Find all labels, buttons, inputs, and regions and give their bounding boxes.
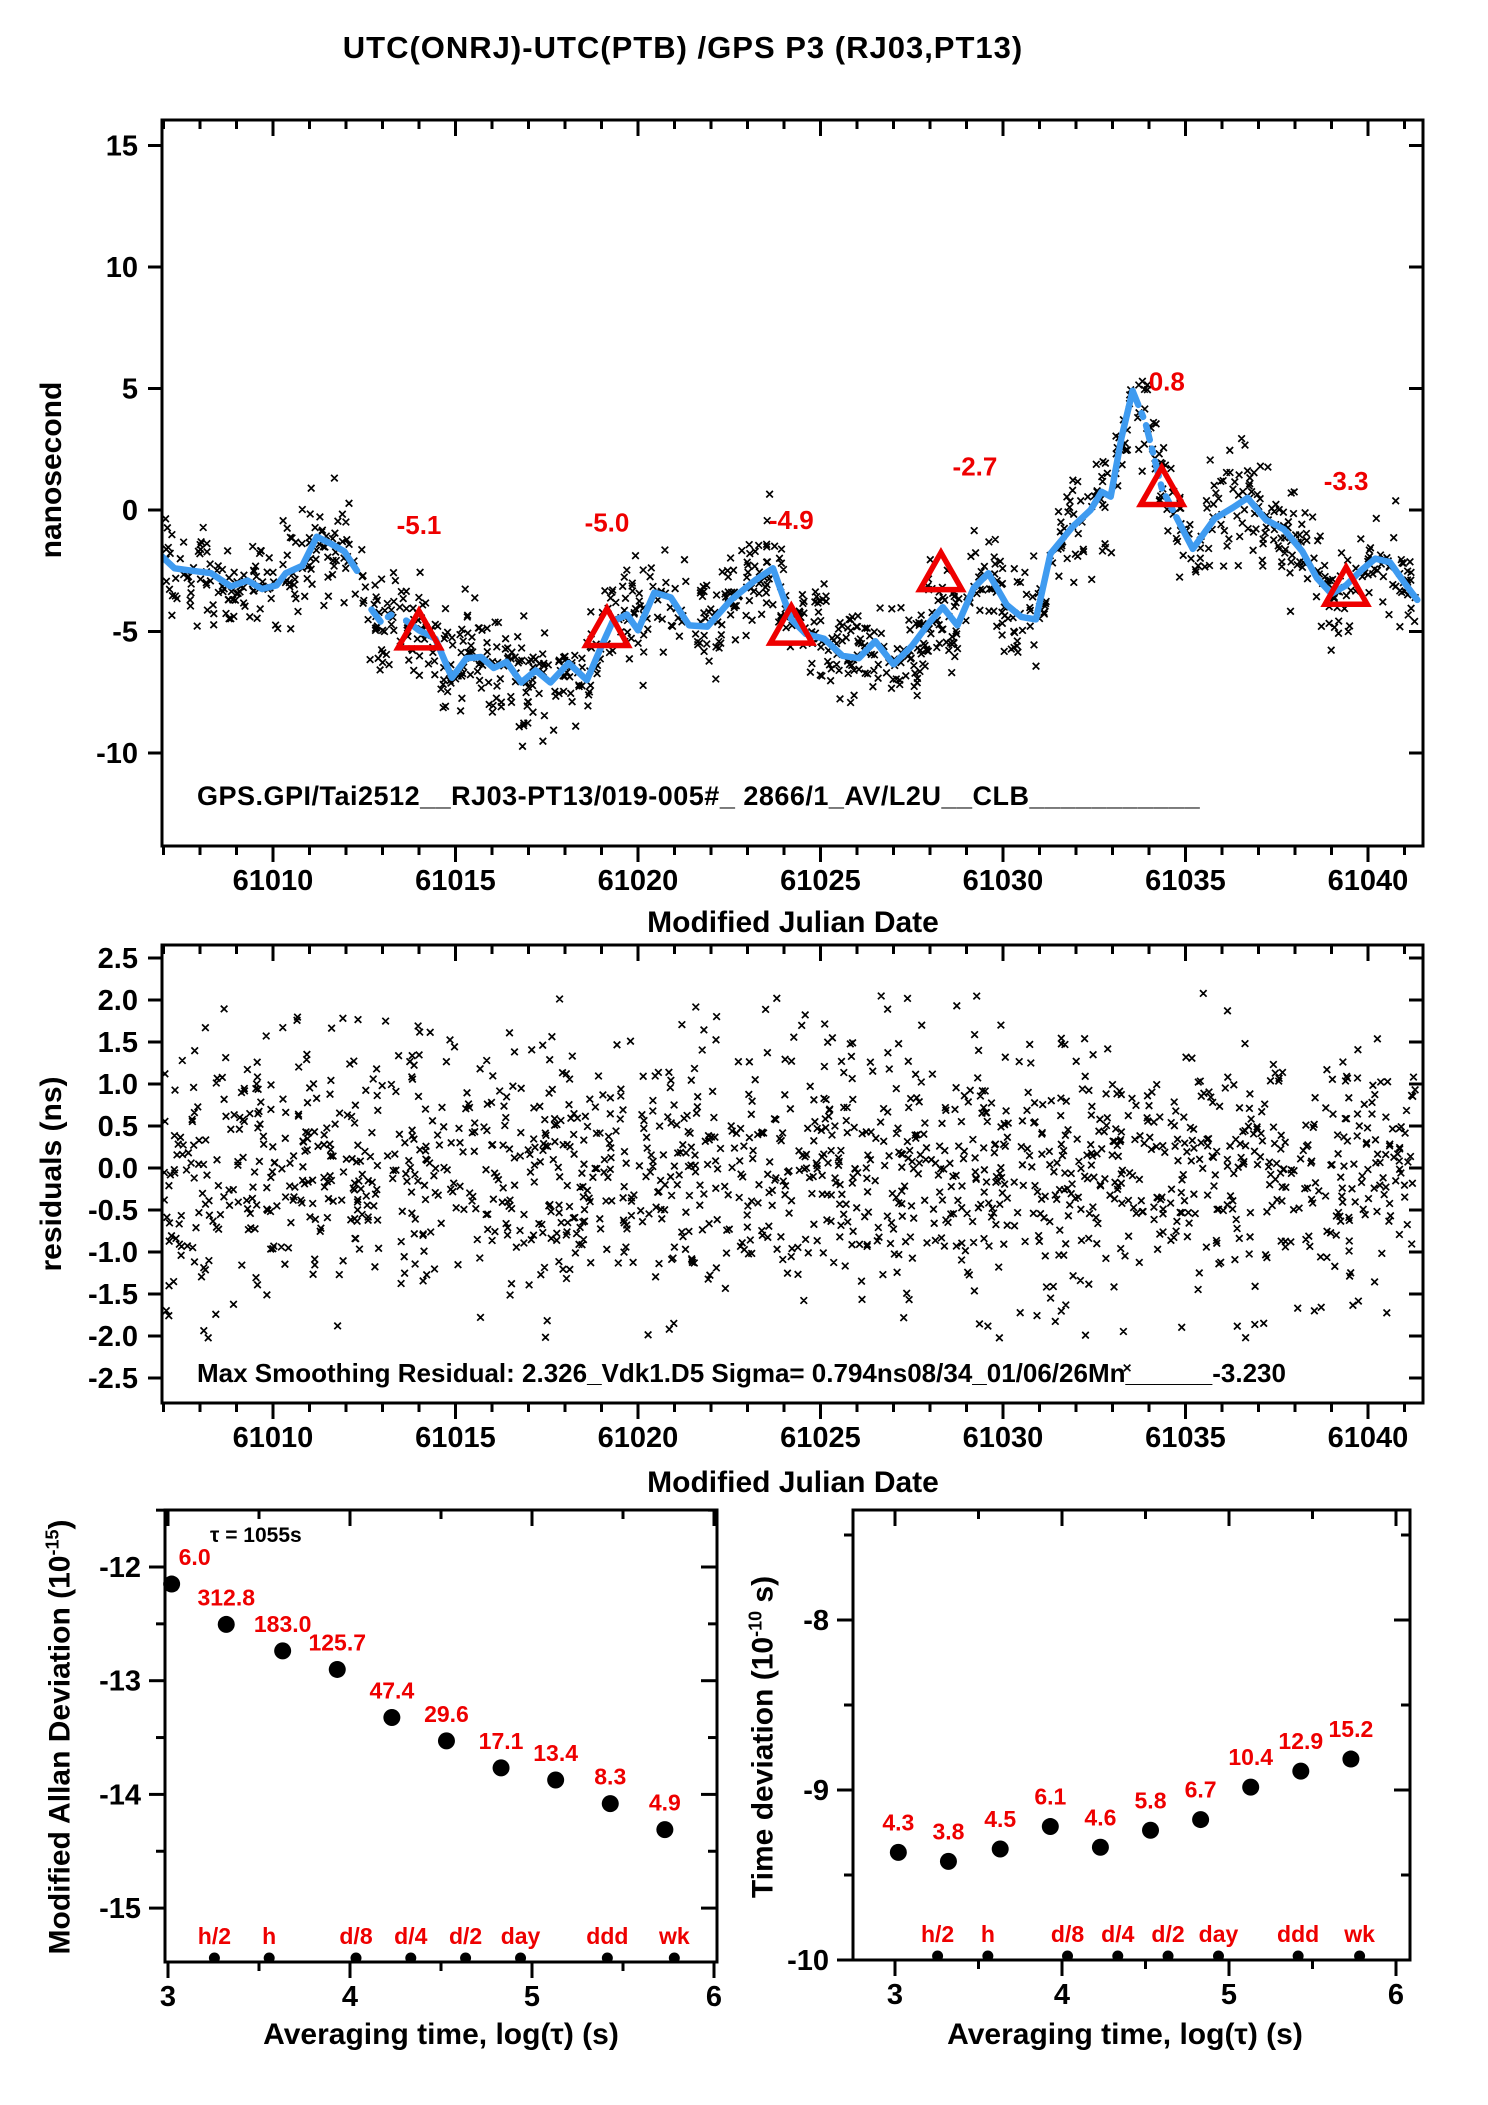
five-day-average-label: 0.8: [1148, 366, 1185, 397]
deviation-point: [383, 1709, 400, 1726]
five-day-average-label: -5.1: [396, 509, 442, 540]
deviation-point-label: 6.1: [1034, 1783, 1067, 1810]
deviation-point-label: 4.3: [882, 1809, 915, 1836]
tau-mark-dot: [460, 1953, 471, 1964]
svg-text:-2.5: -2.5: [88, 1363, 138, 1395]
deviation-point-label: 12.9: [1278, 1728, 1324, 1755]
deviation-point: [890, 1844, 907, 1861]
tdev-y-axis-label: Time deviation ($10^{-10}$ s): [745, 1575, 780, 1899]
deviation-point-label: 47.4: [369, 1677, 415, 1704]
svg-text:61030: 61030: [962, 865, 1044, 897]
tdev-chart: [787, 1510, 1410, 2011]
smoothed-curve: [1133, 391, 1177, 517]
deviation-point-label: 6.0: [178, 1544, 211, 1571]
tau-mark-label: wk: [1344, 1921, 1375, 1947]
svg-text:6: 6: [1387, 1979, 1405, 2011]
deviation-point: [163, 1576, 180, 1593]
tau-mark-dot: [1293, 1951, 1304, 1962]
svg-text:-8: -8: [803, 1605, 829, 1637]
deviation-point: [438, 1732, 455, 1749]
svg-text:-14: -14: [99, 1779, 141, 1812]
tau-mark-label: d/4: [394, 1923, 428, 1949]
svg-text:2.5: 2.5: [97, 943, 138, 975]
tau-mark-dot: [1062, 1951, 1073, 1962]
tau-mark-dot: [932, 1951, 943, 1962]
tau-mark-label: h/2: [920, 1921, 955, 1947]
deviation-point: [1142, 1822, 1159, 1839]
residuals-annotation: Max Smoothing Residual: 2.326_Vdk1.D5 Sigma= 0.794ns08/34_01/06/26Mn______-3.230: [197, 1358, 1286, 1388]
deviation-point-label: 4.6: [1084, 1804, 1117, 1831]
deviation-point-label: 13.4: [533, 1739, 579, 1766]
tau-mark-label: h: [980, 1921, 995, 1947]
deviation-point: [656, 1821, 673, 1838]
page-title: UTC(ONRJ)-UTC(PTB) /GPS P3 (RJ03,PT13): [342, 30, 1024, 65]
svg-text:3: 3: [159, 1981, 177, 2013]
svg-text:3: 3: [886, 1979, 904, 2011]
tau-mark-dot: [602, 1953, 613, 1964]
tau-annotation: τ = 1055s: [210, 1524, 302, 1547]
svg-text:-13: -13: [99, 1665, 141, 1698]
svg-text:10: 10: [105, 252, 138, 284]
deviation-point: [218, 1616, 235, 1633]
svg-text:61040: 61040: [1327, 865, 1409, 897]
residuals-x-axis-label: Modified Julian Date: [647, 1466, 939, 1499]
svg-text:0.5: 0.5: [97, 1111, 138, 1143]
svg-text:61015: 61015: [415, 865, 496, 897]
top-panel-annotation: GPS.GPI/Tai2512__RJ03-PT13/019-005#_ 2866/1_AV/L2U__CLB___________: [197, 781, 1201, 811]
svg-text:-10: -10: [96, 738, 138, 770]
residuals-scatter: [161, 990, 1418, 1371]
svg-text:61015: 61015: [415, 1422, 496, 1454]
madev-y-axis-label: Modified Allan Deviation $(10^{-15})$: [42, 1519, 77, 1955]
tau-mark-dot: [1354, 1951, 1365, 1962]
svg-text:-1.0: -1.0: [88, 1237, 138, 1269]
svg-text:2.0: 2.0: [97, 985, 138, 1017]
tau-mark-label: ddd: [1277, 1921, 1320, 1947]
five-day-average-label: -2.7: [952, 451, 998, 482]
svg-text:-12: -12: [99, 1552, 141, 1584]
svg-text:61035: 61035: [1145, 1422, 1226, 1454]
tau-mark-dot: [1112, 1951, 1123, 1962]
nanosecond-y-axis-label: nanosecond: [35, 381, 68, 559]
smoothed-curve: [162, 537, 357, 589]
tau-mark-dot: [669, 1953, 680, 1964]
deviation-point-label: 5.8: [1134, 1787, 1167, 1814]
deviation-point: [1092, 1839, 1109, 1856]
deviation-point-label: 8.3: [594, 1763, 627, 1790]
tau-mark-label: d/2: [1151, 1921, 1185, 1947]
svg-text:0.0: 0.0: [97, 1153, 138, 1185]
tau-mark-label: day: [500, 1923, 541, 1949]
svg-text:5: 5: [1220, 1979, 1238, 2011]
tau-mark-label: d/2: [448, 1923, 483, 1949]
svg-text:61040: 61040: [1327, 1422, 1409, 1454]
deviation-point: [940, 1853, 957, 1870]
svg-text:1.5: 1.5: [97, 1027, 138, 1059]
svg-text:-15: -15: [99, 1893, 141, 1926]
top-panel-x-axis-label: Modified Julian Date: [647, 906, 939, 939]
madev-chart: [99, 1510, 722, 2013]
tau-mark-dot: [209, 1953, 220, 1964]
tau-mark-label: d/8: [339, 1923, 373, 1949]
svg-text:0: 0: [121, 495, 138, 527]
svg-text:-10: -10: [787, 1945, 829, 1977]
tau-mark-label: wk: [658, 1923, 690, 1949]
svg-text:1.0: 1.0: [97, 1069, 138, 1101]
tau-mark-dot: [982, 1951, 993, 1962]
svg-text:61025: 61025: [780, 1422, 861, 1454]
deviation-point-label: 183.0: [253, 1610, 312, 1637]
svg-text:-5: -5: [112, 616, 138, 649]
deviation-point: [992, 1840, 1009, 1857]
deviation-point-label: 6.7: [1184, 1776, 1217, 1803]
five-day-average-label: -4.9: [768, 505, 814, 536]
tau-mark-label: d/8: [1050, 1921, 1085, 1947]
svg-text:61025: 61025: [780, 865, 861, 897]
deviation-point-label: 312.8: [197, 1584, 256, 1611]
svg-text:-9: -9: [803, 1775, 829, 1807]
deviation-point: [1042, 1818, 1059, 1835]
deviation-point: [547, 1771, 564, 1788]
tau-mark-dot: [351, 1953, 362, 1964]
madev-x-axis-label: Averaging time, log(τ) (s): [263, 2018, 619, 2051]
deviation-point-label: 4.9: [648, 1789, 681, 1816]
svg-text:-1.5: -1.5: [88, 1279, 138, 1311]
deviation-point: [1342, 1751, 1359, 1768]
svg-text:-0.5: -0.5: [88, 1195, 138, 1227]
tau-mark-label: ddd: [586, 1923, 629, 1949]
deviation-point-label: 4.5: [984, 1805, 1017, 1832]
deviation-point: [1242, 1779, 1259, 1796]
deviation-point: [602, 1795, 619, 1812]
five-day-average-label: -3.3: [1323, 466, 1369, 497]
svg-text:15: 15: [105, 130, 138, 163]
svg-text:5: 5: [523, 1981, 541, 2013]
deviation-point-label: 10.4: [1228, 1744, 1274, 1771]
tau-mark-label: h: [262, 1923, 277, 1949]
svg-text:4: 4: [341, 1981, 359, 2013]
tau-mark-label: d/4: [1101, 1921, 1135, 1947]
deviation-point: [329, 1661, 346, 1678]
deviation-point: [493, 1759, 510, 1776]
svg-text:61030: 61030: [962, 1422, 1044, 1454]
svg-text:61020: 61020: [597, 865, 679, 897]
five-day-average-label: -5.0: [584, 507, 630, 538]
svg-text:4: 4: [1053, 1979, 1071, 2011]
deviation-point: [1192, 1811, 1209, 1828]
svg-text:5: 5: [121, 373, 138, 406]
tau-mark-dot: [1163, 1951, 1174, 1962]
residuals-y-axis-label: residuals (ns): [35, 1076, 68, 1272]
svg-text:-2.0: -2.0: [88, 1321, 138, 1353]
deviation-point: [274, 1642, 291, 1659]
deviation-point-label: 29.6: [424, 1700, 469, 1727]
five-day-average-triangle: [920, 553, 962, 590]
svg-text:6: 6: [705, 1981, 723, 2013]
deviation-point-label: 125.7: [308, 1629, 367, 1656]
svg-text:61010: 61010: [232, 1422, 314, 1454]
svg-text:61035: 61035: [1145, 865, 1226, 897]
tau-mark-dot: [264, 1953, 275, 1964]
deviation-point: [1292, 1763, 1309, 1780]
smoothed-curve: [1176, 498, 1417, 600]
tdev-x-axis-label: Averaging time, log(τ) (s): [947, 2018, 1303, 2051]
tau-mark-dot: [405, 1953, 416, 1964]
svg-text:61020: 61020: [597, 1422, 679, 1454]
tau-mark-label: h/2: [197, 1923, 232, 1949]
svg-text:61010: 61010: [232, 865, 314, 897]
tau-mark-label: day: [1198, 1921, 1239, 1947]
deviation-point-label: 17.1: [478, 1727, 524, 1754]
deviation-point-label: 3.8: [932, 1818, 965, 1845]
tau-mark-dot: [515, 1953, 526, 1964]
tau-mark-dot: [1213, 1951, 1224, 1962]
deviation-point-label: 15.2: [1328, 1716, 1374, 1743]
